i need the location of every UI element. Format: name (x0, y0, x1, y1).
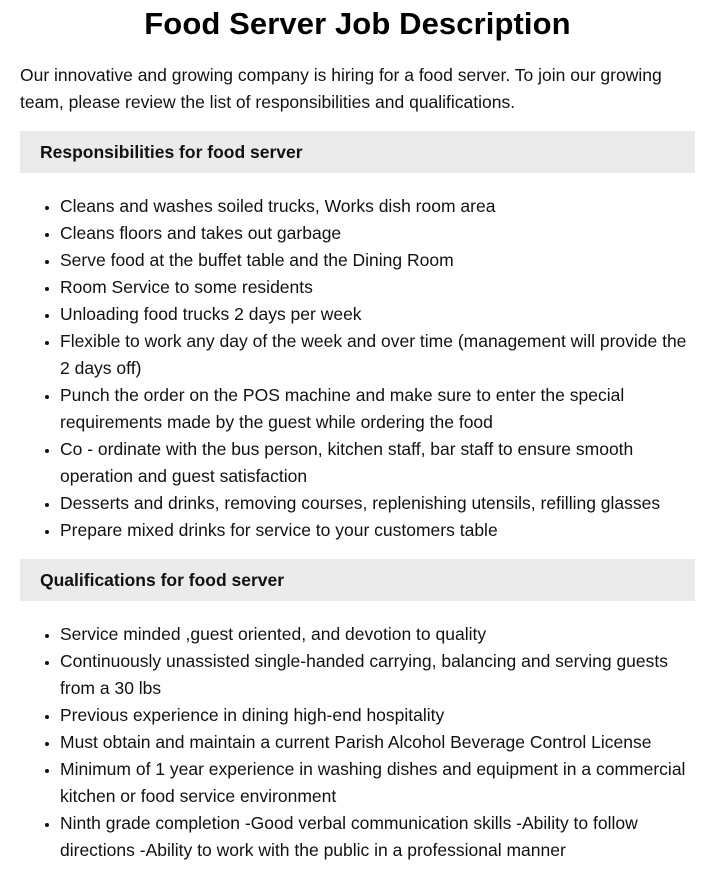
list-item: • Punch the order on the POS machine and make sure to enter the special requirements made by the guest while ordering the food (60, 382, 695, 436)
list-item: • Service minded ,guest oriented, and devotion to quality (60, 621, 695, 648)
list-item: • Desserts and drinks, removing courses, replenishing utensils, refilling glasses (60, 490, 695, 517)
list-item: • Flexible to work any day of the week and over time (management will provide the 2 days off) (60, 328, 695, 382)
list-item: • Continuously unassisted single-handed carrying, balancing and serving guests from a 30 lbs (60, 648, 695, 702)
list-item: • Ninth grade completion -Good verbal communication skills -Ability to follow directions -Ability to work with the public in a professional manner (60, 810, 695, 864)
list-item: • Prepare mixed drinks for service to your customers table (60, 517, 695, 544)
responsibilities-list (20, 193, 695, 544)
list-item: • Serve food at the buffet table and the Dining Room (60, 247, 695, 274)
list-item: • Cleans and washes soiled trucks, Works dish room area (60, 193, 695, 220)
list-item: • Room Service to some residents (60, 274, 695, 301)
list-item: • Co - ordinate with the bus person, kitchen staff, bar staff to ensure smooth operation and guest satisfaction (60, 436, 695, 490)
list-item: • Minimum of 1 year experience in washing dishes and equipment in a commercial kitchen or food service environment (60, 756, 695, 810)
intro-paragraph: Our innovative and growing company is hiring for a food server. To join our growing team, please review the list of responsibilities and qualifications. (20, 65, 662, 112)
qualifications-list (20, 621, 695, 864)
list-item: • Must obtain and maintain a current Parish Alcohol Beverage Control License (60, 729, 695, 756)
list-item: • Unloading food trucks 2 days per week (60, 301, 695, 328)
list-item: • Previous experience in dining high-end hospitality (60, 702, 695, 729)
qualifications-heading: Qualifications for food server (20, 559, 695, 601)
responsibilities-heading: Responsibilities for food server (20, 131, 695, 173)
list-item: • Cleans floors and takes out garbage (60, 220, 695, 247)
page-title: Food Server Job Description (144, 6, 571, 41)
